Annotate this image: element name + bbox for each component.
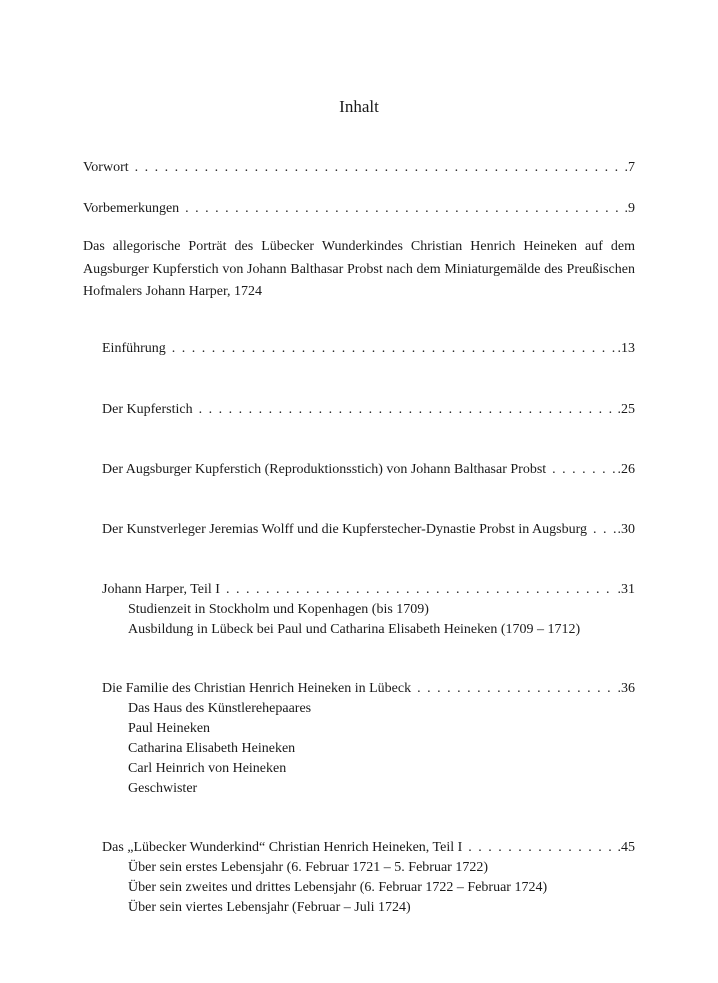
- toc-subentry: Das Haus des Künstlerehepaares: [128, 701, 312, 716]
- toc-subentry: Über sein zweites und drittes Lebensjahr (6. Februar 1722 – Februar 1724): [128, 880, 548, 895]
- toc-subentries-familie: [128, 699, 628, 799]
- leader-dots: [468, 838, 615, 858]
- leader-dots: [226, 580, 616, 600]
- leader-dots: [417, 679, 615, 699]
- toc-entry-label: Der Augsburger Kupferstich (Reproduktionsstich) von Johann Balthasar Probst: [102, 462, 547, 477]
- toc-subentry: Carl Heinrich von Heineken: [128, 761, 287, 776]
- toc-entry-label: Der Kupferstich: [102, 402, 193, 417]
- toc-entry-familie: [102, 679, 635, 699]
- page-title: Inhalt: [339, 97, 379, 116]
- toc-page-number: .25: [617, 402, 635, 417]
- toc-entry-harper: [102, 580, 635, 600]
- toc-entry-vorbemerkungen: [83, 199, 635, 219]
- toc-page-number: .26: [617, 462, 635, 477]
- toc-subentry: Über sein viertes Lebensjahr (Februar – Juli 1724): [128, 900, 411, 915]
- leader-dots: [185, 199, 622, 219]
- toc-subentry: Ausbildung in Lübeck bei Paul und Catharina Elisabeth Heineken (1709 – 1712): [128, 622, 581, 637]
- toc-subentries-wunderkind: [128, 858, 628, 918]
- toc-subentries-harper: [128, 600, 628, 640]
- toc-section-title: Das allegorische Porträt des Lübecker Wunderkindes Christian Henrich Heineken auf dem Augsburger Kupferstich von Johann Balthasar Probst nach dem Miniaturgemälde des Preußischen Hofmalers Johann Harper, 1724: [83, 239, 635, 299]
- toc-entry-vorwort: [83, 158, 635, 178]
- toc-page-number: .9: [624, 201, 635, 216]
- toc-entry-label: Vorbemerkungen: [83, 201, 180, 216]
- leader-dots: [172, 339, 616, 359]
- toc-entry-wunderkind: [102, 838, 635, 858]
- toc-subentry: Paul Heineken: [128, 721, 211, 736]
- toc-subentry: Geschwister: [128, 781, 198, 796]
- toc-entry-einfuehrung: [102, 339, 635, 359]
- toc-entry-augsburger: [102, 460, 635, 480]
- toc-page-number: .30: [617, 522, 635, 537]
- toc-subentry: Studienzeit in Stockholm und Kopenhagen (bis 1709): [128, 602, 429, 617]
- toc-page-number: .13: [617, 341, 635, 356]
- leader-dots: [135, 158, 623, 178]
- toc-page-number: .45: [617, 840, 635, 855]
- toc-entry-label: Einführung: [102, 341, 166, 356]
- toc-entry-kupferstich: [102, 400, 635, 420]
- toc-entry-label: Der Kunstverleger Jeremias Wolff und die Kupferstecher-Dynastie Probst in Augsburg: [102, 522, 587, 537]
- leader-dots: [593, 520, 616, 540]
- toc-entry-kunstverleger: [102, 520, 635, 540]
- toc-entry-label: Die Familie des Christian Henrich Heineken in Lübeck: [102, 681, 412, 696]
- toc-entry-label: Johann Harper, Teil I: [102, 582, 220, 597]
- toc-entry-label: Das „Lübecker Wunderkind“ Christian Henrich Heineken, Teil I: [102, 840, 463, 855]
- toc-entry-label: Vorwort: [83, 160, 129, 175]
- toc-subentry: Über sein erstes Lebensjahr (6. Februar 1721 – 5. Februar 1722): [128, 860, 489, 875]
- toc-page-number: .36: [617, 681, 635, 696]
- toc-page-number: .7: [624, 160, 635, 175]
- leader-dots: [199, 400, 616, 420]
- toc-page-number: .31: [617, 582, 635, 597]
- toc-subentry: Catharina Elisabeth Heineken: [128, 741, 296, 756]
- leader-dots: [552, 460, 615, 480]
